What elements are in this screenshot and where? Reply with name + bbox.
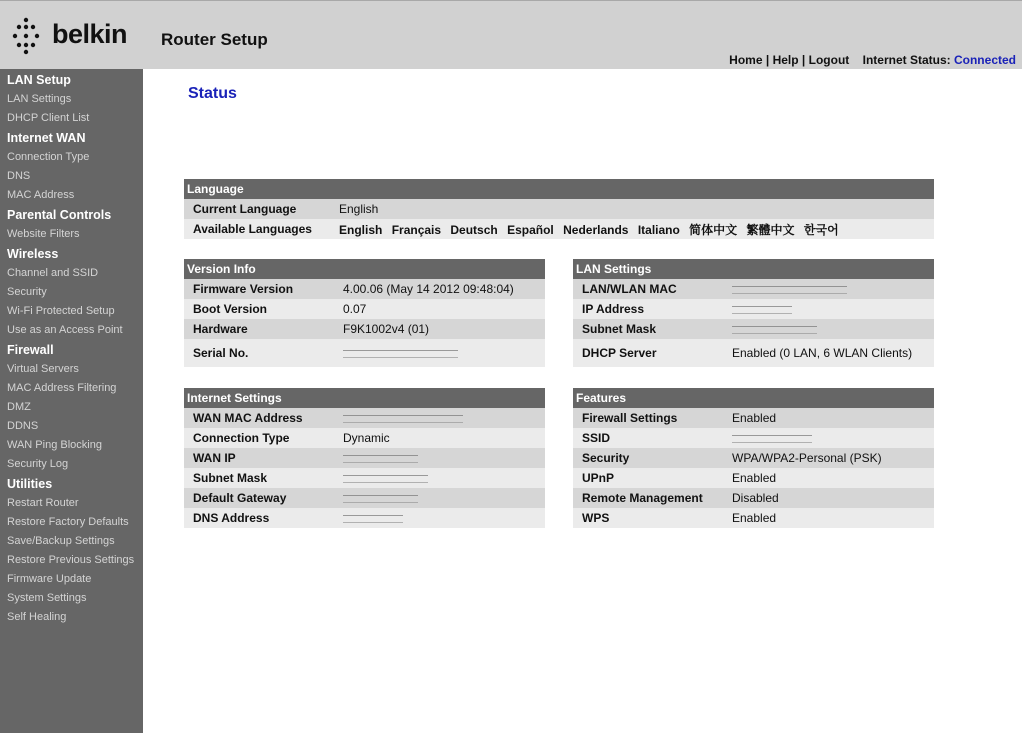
ssid-label: SSID xyxy=(573,428,723,448)
current-language-value: English xyxy=(330,199,934,219)
app-title: Router Setup xyxy=(161,30,268,49)
dns-address-value xyxy=(334,508,545,528)
top-bar xyxy=(0,0,1022,69)
version-info-header: Version Info xyxy=(184,259,545,279)
upnp-value: Enabled xyxy=(723,468,934,488)
wps-label: WPS xyxy=(573,508,723,528)
wan-mac-label: WAN MAC Address xyxy=(184,408,334,428)
sidebar-item-channel-ssid[interactable]: Channel and SSID xyxy=(7,267,99,279)
redaction-mark xyxy=(343,475,428,483)
sidebar-item-save-backup-settings[interactable]: Save/Backup Settings xyxy=(7,535,115,547)
lan-subnet-mask-label: Subnet Mask xyxy=(573,319,723,339)
sidebar-item-access-point[interactable]: Use as an Access Point xyxy=(7,324,123,336)
sidebar-section-firewall[interactable]: Firewall xyxy=(7,343,54,357)
redaction-mark xyxy=(732,435,812,443)
language-option[interactable]: Français xyxy=(391,222,442,237)
language-option[interactable]: English xyxy=(339,222,383,237)
lan-settings-table xyxy=(573,259,934,367)
available-languages-list xyxy=(330,219,934,239)
default-gateway-value xyxy=(334,488,545,508)
redaction-mark xyxy=(343,415,463,423)
ip-address-value xyxy=(723,299,934,319)
redaction-mark xyxy=(343,495,418,503)
firewall-settings-value: Enabled xyxy=(723,408,934,428)
wireless-security-value: WPA/WPA2-Personal (PSK) xyxy=(723,448,934,468)
sidebar-item-lan-settings[interactable]: LAN Settings xyxy=(7,93,72,105)
hardware-label: Hardware xyxy=(184,319,334,339)
language-table xyxy=(184,179,934,239)
firmware-version-label: Firmware Version xyxy=(184,279,334,299)
sidebar-item-self-healing[interactable]: Self Healing xyxy=(7,611,67,623)
lan-settings-header: LAN Settings xyxy=(573,259,934,279)
top-nav xyxy=(729,53,1016,67)
dhcp-server-label: DHCP Server xyxy=(573,339,723,367)
sidebar-item-system-settings[interactable]: System Settings xyxy=(7,592,87,604)
sidebar-item-restore-previous-settings[interactable]: Restore Previous Settings xyxy=(7,554,135,566)
language-option[interactable]: 한국어 xyxy=(803,222,839,237)
internet-settings-header: Internet Settings xyxy=(184,388,545,408)
internet-status-label: Internet Status: xyxy=(862,53,951,67)
language-option[interactable]: 简体中文 xyxy=(689,222,738,237)
home-link[interactable]: Home xyxy=(729,53,763,67)
sidebar-section-utilities[interactable]: Utilities xyxy=(7,477,53,491)
lan-subnet-mask-value xyxy=(723,319,934,339)
sidebar-item-connection-type[interactable]: Connection Type xyxy=(7,151,90,163)
redaction-mark xyxy=(343,455,418,463)
connection-type-value: Dynamic xyxy=(334,428,545,448)
language-option[interactable]: Italiano xyxy=(637,222,680,237)
internet-status-value: Connected xyxy=(953,53,1016,67)
nav-separator: | xyxy=(801,53,806,67)
upnp-label: UPnP xyxy=(573,468,723,488)
hardware-value: F9K1002v4 (01) xyxy=(334,319,545,339)
sidebar-item-ddns[interactable]: DDNS xyxy=(7,420,39,432)
wan-ip-label: WAN IP xyxy=(184,448,334,468)
remote-management-label: Remote Management xyxy=(573,488,723,508)
connection-type-label: Connection Type xyxy=(184,428,334,448)
sidebar xyxy=(0,69,143,733)
lan-mac-label: LAN/WLAN MAC xyxy=(573,279,723,299)
language-option[interactable]: Deutsch xyxy=(450,222,498,237)
sidebar-section-lan-setup[interactable]: LAN Setup xyxy=(7,73,71,87)
wan-subnet-mask-value xyxy=(334,468,545,488)
redaction-mark xyxy=(343,515,403,523)
page-title: Status xyxy=(188,85,237,102)
dns-address-label: DNS Address xyxy=(184,508,334,528)
wps-value: Enabled xyxy=(723,508,934,528)
sidebar-item-firmware-update[interactable]: Firmware Update xyxy=(7,573,92,585)
remote-management-value: Disabled xyxy=(723,488,934,508)
sidebar-item-wan-ping-blocking[interactable]: WAN Ping Blocking xyxy=(7,439,102,451)
serial-no-label: Serial No. xyxy=(184,339,334,367)
sidebar-item-restart-router[interactable]: Restart Router xyxy=(7,497,79,509)
boot-version-label: Boot Version xyxy=(184,299,334,319)
version-info-table xyxy=(184,259,545,367)
logout-link[interactable]: Logout xyxy=(808,53,850,67)
help-link[interactable]: Help xyxy=(772,53,799,67)
sidebar-item-restore-factory-defaults[interactable]: Restore Factory Defaults xyxy=(7,516,129,528)
belkin-dots-icon xyxy=(12,17,42,55)
sidebar-item-virtual-servers[interactable]: Virtual Servers xyxy=(7,363,79,375)
internet-settings-table xyxy=(184,388,545,528)
language-option[interactable]: Español xyxy=(507,222,554,237)
sidebar-item-security-log[interactable]: Security Log xyxy=(7,458,69,470)
sidebar-item-dns[interactable]: DNS xyxy=(7,170,31,182)
wireless-security-label: Security xyxy=(573,448,723,468)
firewall-settings-label: Firewall Settings xyxy=(573,408,723,428)
redaction-mark xyxy=(343,350,458,358)
features-table xyxy=(573,388,934,528)
sidebar-item-mac-address-filtering[interactable]: MAC Address Filtering xyxy=(7,382,117,394)
ssid-value xyxy=(723,428,934,448)
sidebar-item-wifi-protected-setup[interactable]: Wi-Fi Protected Setup xyxy=(7,305,115,317)
features-header: Features xyxy=(573,388,934,408)
wan-mac-value xyxy=(334,408,545,428)
language-header: Language xyxy=(184,179,934,199)
sidebar-section-internet-wan[interactable]: Internet WAN xyxy=(7,131,86,145)
sidebar-item-mac-address[interactable]: MAC Address xyxy=(7,189,75,201)
language-option[interactable]: 繁體中文 xyxy=(746,222,795,237)
firmware-version-value: 4.00.06 (May 14 2012 09:48:04) xyxy=(334,279,545,299)
sidebar-item-website-filters[interactable]: Website Filters xyxy=(7,228,80,240)
belkin-logo[interactable] xyxy=(12,17,137,57)
ip-address-label: IP Address xyxy=(573,299,723,319)
boot-version-value: 0.07 xyxy=(334,299,545,319)
serial-no-value xyxy=(334,339,545,367)
sidebar-section-parental-controls[interactable]: Parental Controls xyxy=(7,208,112,222)
available-languages-label: Available Languages xyxy=(184,219,330,239)
redaction-mark xyxy=(732,306,792,314)
sidebar-item-wireless-security[interactable]: Security xyxy=(7,286,47,298)
nav-separator: | xyxy=(765,53,770,67)
redaction-mark xyxy=(732,326,817,334)
current-language-label: Current Language xyxy=(184,199,330,219)
default-gateway-label: Default Gateway xyxy=(184,488,334,508)
wan-subnet-mask-label: Subnet Mask xyxy=(184,468,334,488)
redaction-mark xyxy=(732,286,847,294)
lan-mac-value xyxy=(723,279,934,299)
sidebar-section-wireless[interactable]: Wireless xyxy=(7,247,59,261)
dhcp-server-value: Enabled (0 LAN, 6 WLAN Clients) xyxy=(723,339,934,367)
wan-ip-value xyxy=(334,448,545,468)
sidebar-item-dhcp-client-list[interactable]: DHCP Client List xyxy=(7,112,90,124)
language-option[interactable]: Nederlands xyxy=(563,222,629,237)
brand-name: belkin xyxy=(52,19,128,49)
sidebar-item-dmz[interactable]: DMZ xyxy=(7,401,31,413)
